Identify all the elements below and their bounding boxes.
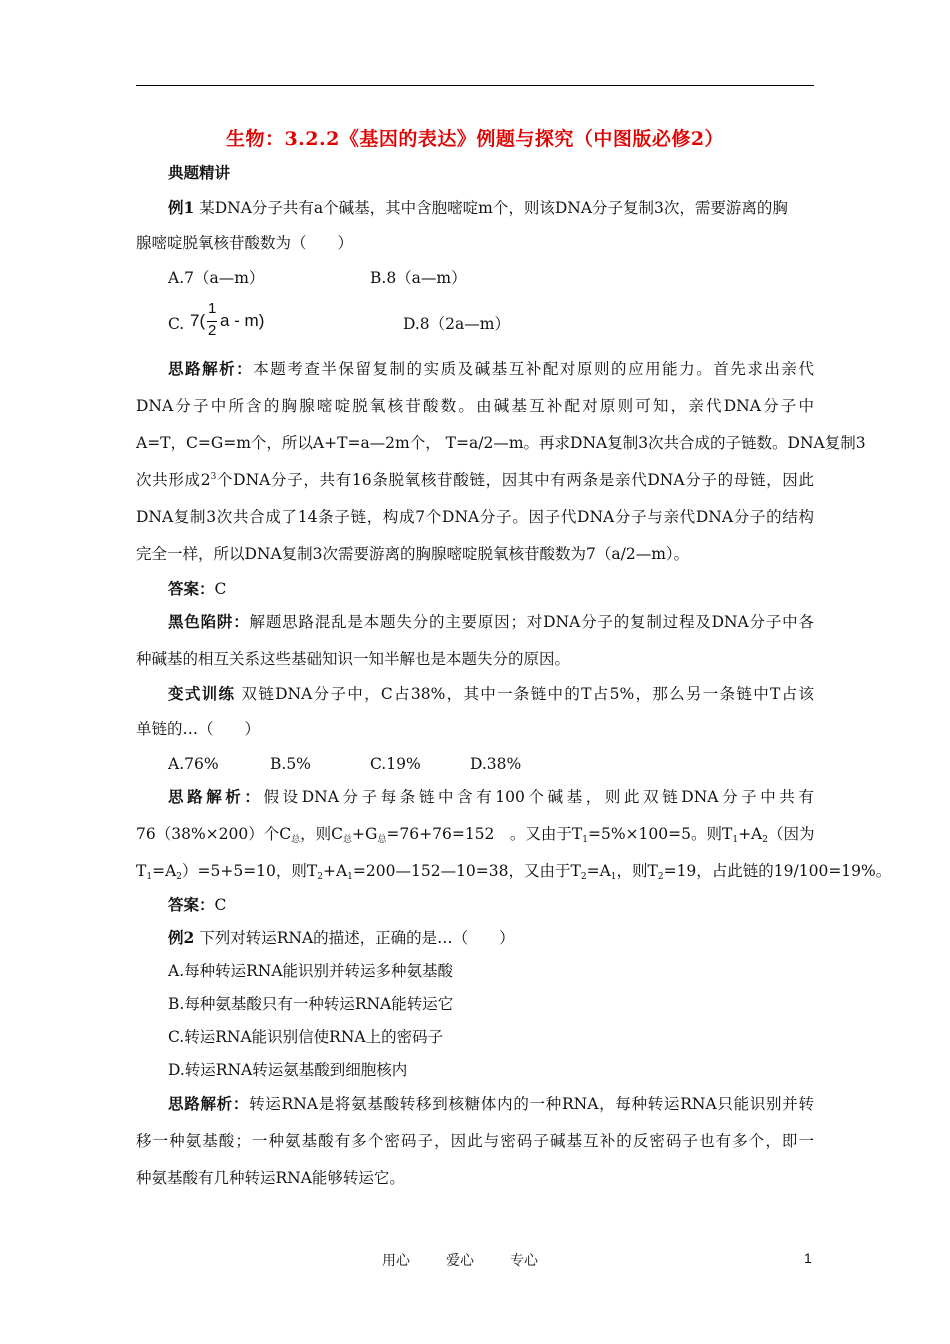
analysis2-line3: $T_1=A_2)=5+5=10$，则$T_2+A_1=200—152—10=38$，又由于$T_2=A_1$，则$T_2=19$，占此链的19/100=19%。 xyxy=(136,862,892,882)
header-rule xyxy=(136,85,814,86)
example1-line1: 例1 某DNA分子共有a个碱基，其中含胞嘧啶m个，则该DNA分子复制3次，需要游离的胸 xyxy=(168,198,788,217)
analysis3-line1: 思路解析：转运RNA是将氨基酸转移到核糖体内的一种RNA，每种转运RNA只能识别并转 xyxy=(168,1094,814,1113)
analysis3-label: 思路解析： xyxy=(168,1094,250,1113)
answer2: 答案：C xyxy=(168,895,227,914)
footer-text-2: 爱心 xyxy=(446,1253,474,1269)
answer1: 答案：C xyxy=(168,579,227,598)
variant-option-a: A.76% xyxy=(168,755,219,773)
analysis1-line2: DNA分子中所含的胸腺嘧啶脱氧核苷酸数。由碱基互补配对原则可知，亲代DNA分子中 xyxy=(136,397,814,415)
example2-line1: 例2 下列对转运RNA的描述，正确的是…（ ） xyxy=(168,928,515,947)
analysis3-line3: 种氨基酸有几种转运RNA能够转运它。 xyxy=(136,1169,405,1187)
example1-line2: 腺嘧啶脱氧核苷酸数为（ ） xyxy=(136,234,354,252)
section-heading: 典题精讲 xyxy=(168,163,231,182)
analysis1-line6: 完全一样，所以DNA复制3次需要游离的胸腺嘧啶脱氧核苷酸数为7（a/2—m）。 xyxy=(136,545,690,563)
variant-line2: 单链的…（ ） xyxy=(136,720,261,738)
fraction-denominator: 2 xyxy=(208,322,217,339)
analysis3-line2: 移一种氨基酸；一种氨基酸有多个密码子，因此与密码子碱基互补的反密码子也有多个，即一 xyxy=(136,1132,814,1150)
analysis2-label: 思路解析： xyxy=(168,787,264,806)
analysis1-line4: 次共形成$2^3$个DNA分子，共有16条脱氧核苷酸链，因其中有两条是亲代DNA分子的母链，因此 xyxy=(136,471,814,489)
example2-label: 例2 xyxy=(168,928,195,947)
page-title: 生物：3.2.2《基因的表达》例题与探究（中图版必修2） xyxy=(225,128,725,150)
variant-line1: 变式训练 双链DNA分子中，C占38%，其中一条链中的T占5%，那么另一条链中T占该 xyxy=(168,684,814,703)
variant-label: 变式训练 xyxy=(168,684,236,703)
trap-line1: 黑色陷阱：解题思路混乱是本题失分的主要原因；对DNA分子的复制过程及DNA分子中各 xyxy=(168,612,814,631)
example2-option-c: C.转运RNA能识别信使RNA上的密码子 xyxy=(168,1028,444,1046)
example1-option-b: B.8（a—m） xyxy=(370,269,467,287)
fraction-numerator: 1 xyxy=(208,300,217,317)
analysis1-line1: 思路解析：本题考查半保留复制的实质及碱基互补配对原则的应用能力。首先求出亲代 xyxy=(168,359,814,378)
example2-option-b: B.每种氨基酸只有一种转运RNA能转运它 xyxy=(168,995,454,1013)
trap-line2: 种碱基的相互关系这些基础知识一知半解也是本题失分的原因。 xyxy=(136,650,571,668)
variant-option-c: C.19% xyxy=(370,755,421,773)
footer-text-3: 专心 xyxy=(510,1253,538,1269)
variant-option-b: B.5% xyxy=(270,755,311,773)
variant-option-d: D.38% xyxy=(470,755,522,773)
analysis1-label: 思路解析： xyxy=(168,359,254,378)
example1-option-c-prefix: C. xyxy=(168,315,185,333)
trap-label: 黑色陷阱： xyxy=(168,612,250,631)
example1-option-a: A.7（a—m） xyxy=(168,269,265,287)
analysis1-line5: DNA复制3次共合成了14条子链，构成7个DNA分子。因子代DNA分子与亲代DNA分子的结构 xyxy=(136,508,814,526)
analysis2-line1: 思路解析：假设DNA分子每条链中含有100个碱基，则此双链DNA分子中共有 xyxy=(168,787,814,806)
page-number: 1 xyxy=(804,1250,812,1266)
example1-option-d: D.8（2a—m） xyxy=(403,315,510,333)
example2-option-a: A.每种转运RNA能识别并转运多种氨基酸 xyxy=(168,962,454,980)
analysis1-line3: A=T，C=G=m个，所以A+T=a—2m个， T=a/2—m。再求DNA复制3次共合成的子链数。DNA复制3 xyxy=(136,434,866,452)
example2-option-d: D.转运RNA转运氨基酸到细胞核内 xyxy=(168,1061,408,1079)
analysis2-line2: 76（38%×200）个$C_总$，则$C_总+G_总=76+76=152$ 。又由于$T_1=5\%\times 100=5$。则$T_1+A_2$（因为 xyxy=(136,825,815,845)
example1-label: 例1 xyxy=(168,198,195,217)
footer-text-1: 用心 xyxy=(382,1253,410,1269)
